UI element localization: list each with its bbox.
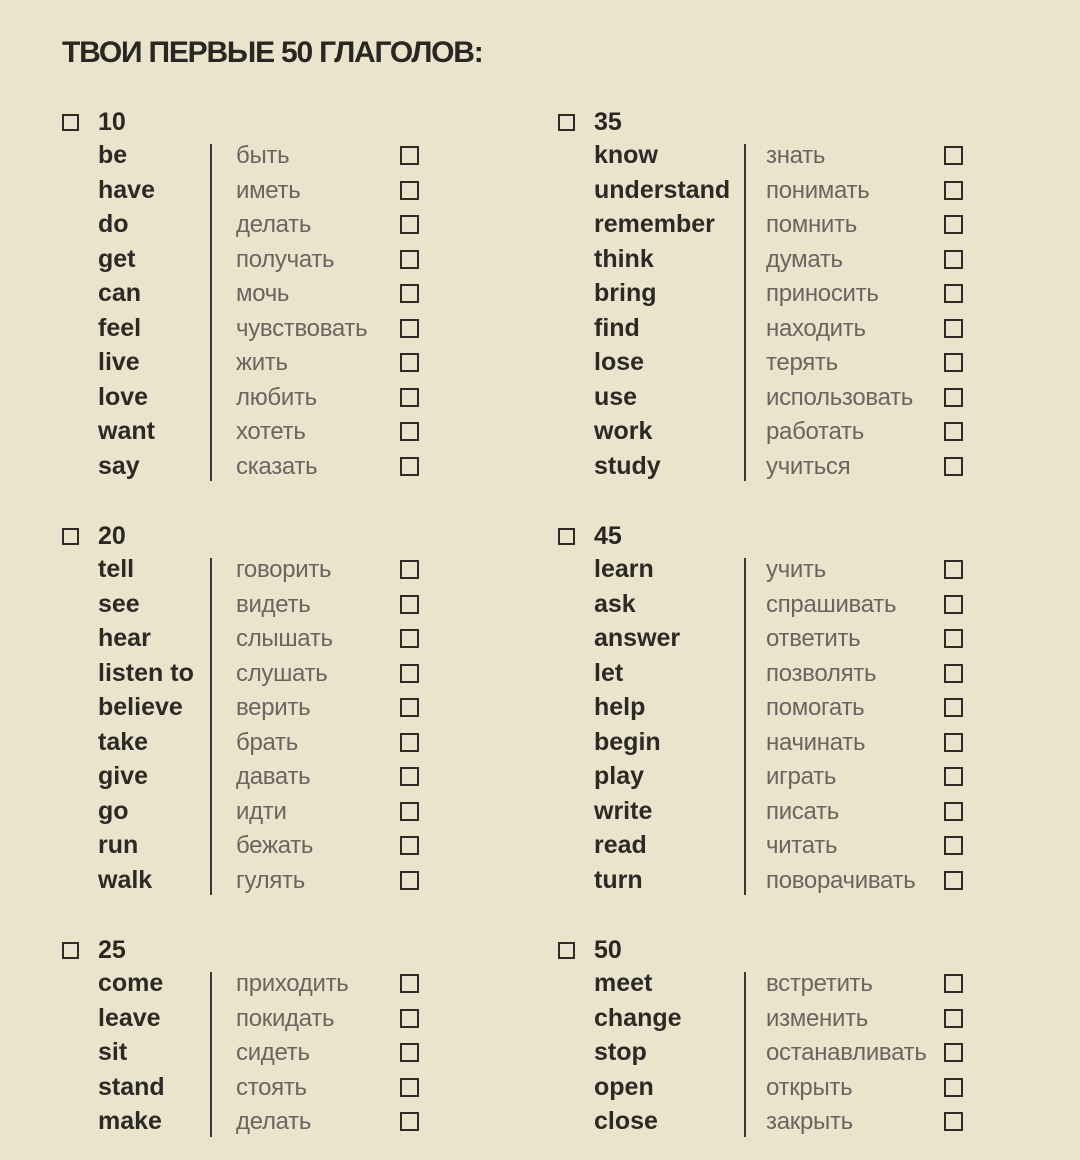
russian-translation: хотеть [236,418,306,445]
page-title: ТВОИ ПЕРВЫЕ 50 ГЛАГОЛОВ: [62,36,483,69]
english-verb: tell [98,555,135,583]
verb-checkbox[interactable] [944,1112,963,1131]
english-verb: play [594,762,645,790]
russian-translation: помогать [766,694,865,721]
russian-translation: быть [236,142,290,169]
verb-checkbox[interactable] [944,560,963,579]
group-label: 25 [98,936,126,964]
verb-checkbox[interactable] [944,181,963,200]
english-verb: lose [594,348,645,376]
verb-checkbox[interactable] [400,767,419,786]
english-verb: stand [98,1072,165,1101]
english-verb: open [594,1072,654,1101]
english-verb: understand [594,175,731,204]
english-verb: sit [98,1038,128,1066]
group-label: 10 [98,108,126,136]
verb-checkbox[interactable] [400,629,419,648]
column-divider [744,972,746,1137]
russian-translation: видеть [236,590,311,618]
verb-checkbox[interactable] [944,871,963,890]
verb-checkbox[interactable] [400,250,419,269]
russian-translation: покидать [236,1004,335,1032]
russian-translation: делать [236,211,312,238]
verb-checkbox[interactable] [400,388,419,407]
verb-checkbox[interactable] [944,284,963,303]
russian-translation: помнить [766,211,857,238]
verb-checkbox[interactable] [944,146,963,165]
english-verb: live [98,348,140,376]
verb-checkbox[interactable] [400,595,419,614]
russian-translation: стоять [236,1073,307,1101]
english-verb: work [594,417,653,445]
english-verb: be [98,141,128,169]
verb-checkbox[interactable] [944,457,963,476]
verb-checkbox[interactable] [944,629,963,648]
english-verb: begin [594,727,661,756]
english-verb: go [98,796,129,825]
english-verb: stop [594,1038,647,1066]
english-verb: come [98,969,164,997]
russian-translation: учиться [766,452,851,480]
russian-translation: спрашивать [766,590,897,618]
verb-checkbox[interactable] [400,974,419,993]
column-divider [210,558,212,895]
verb-checkbox[interactable] [944,733,963,752]
russian-translation: встретить [766,970,873,997]
group-checkbox[interactable] [62,942,79,959]
english-verb: find [594,313,640,342]
russian-translation: понимать [766,176,870,204]
russian-translation: верить [236,694,311,721]
verb-checkbox[interactable] [400,802,419,821]
english-verb: study [594,451,661,480]
english-verb: believe [98,693,183,721]
russian-translation: сказать [236,452,318,480]
russian-translation: использовать [766,383,914,411]
verb-checkbox[interactable] [944,1078,963,1097]
russian-translation: ответить [766,625,861,652]
english-verb: give [98,762,149,790]
verb-checkbox[interactable] [944,836,963,855]
english-verb: know [594,141,658,169]
russian-translation: писать [766,797,839,825]
russian-translation: гулять [236,866,305,894]
russian-translation: давать [236,763,311,790]
english-verb: think [594,244,654,273]
verb-checkbox[interactable] [944,1009,963,1028]
verb-checkbox[interactable] [944,595,963,614]
verb-checkbox[interactable] [944,388,963,407]
group-checkbox[interactable] [558,528,575,545]
verb-checkbox[interactable] [400,181,419,200]
russian-translation: учить [766,556,826,583]
verb-checkbox[interactable] [944,1043,963,1062]
russian-translation: позволять [766,659,877,687]
russian-translation: терять [766,349,838,376]
verb-checkbox[interactable] [400,733,419,752]
russian-translation: слушать [236,659,328,687]
english-verb: can [98,279,142,307]
russian-translation: жить [236,349,288,376]
group-label: 50 [594,936,622,964]
russian-translation: приходить [236,970,349,997]
verb-checkbox[interactable] [400,664,419,683]
russian-translation: приносить [766,280,879,307]
english-verb: ask [594,589,636,618]
english-verb: listen to [98,658,194,687]
verb-checkbox[interactable] [944,767,963,786]
verb-checkbox[interactable] [944,974,963,993]
russian-translation: делать [236,1108,312,1135]
english-verb: hear [98,624,151,652]
russian-translation: изменить [766,1004,869,1032]
russian-translation: находить [766,314,866,342]
group-label: 35 [594,108,622,136]
verb-checkbox[interactable] [400,1043,419,1062]
english-verb: let [594,658,624,687]
english-verb: remember [594,210,715,238]
group-checkbox[interactable] [62,528,79,545]
english-verb: use [594,382,638,411]
english-verb: bring [594,279,657,307]
english-verb: help [594,693,646,721]
group-label: 20 [98,522,126,550]
verb-checkbox[interactable] [400,215,419,234]
verb-checkbox[interactable] [944,664,963,683]
english-verb: want [98,417,155,445]
verb-checkbox[interactable] [400,836,419,855]
group-label: 45 [594,522,622,550]
russian-translation: иметь [236,176,301,204]
column-divider [744,144,746,481]
english-verb: say [98,451,140,480]
english-verb: feel [98,313,142,342]
verb-checkbox[interactable] [400,353,419,372]
english-verb: do [98,210,129,238]
english-verb: love [98,382,149,411]
english-verb: read [594,831,647,859]
english-verb: run [98,831,139,859]
english-verb: meet [594,969,653,997]
verb-checkbox[interactable] [944,319,963,338]
russian-translation: сидеть [236,1039,310,1066]
english-verb: turn [594,865,643,894]
verb-checkbox[interactable] [400,284,419,303]
english-verb: write [594,796,653,825]
verb-checkbox[interactable] [944,353,963,372]
english-verb: walk [98,865,153,894]
english-verb: make [98,1107,162,1135]
english-verb: take [98,727,149,756]
russian-translation: идти [236,797,287,825]
english-verb: answer [594,624,681,652]
russian-translation: останавливать [766,1039,927,1066]
verb-checkbox[interactable] [944,698,963,717]
verb-checkbox[interactable] [944,250,963,269]
column-divider [744,558,746,895]
russian-translation: бежать [236,832,314,859]
verb-checkbox[interactable] [944,802,963,821]
russian-translation: думать [766,245,843,273]
group-checkbox[interactable] [62,114,79,131]
verb-checkbox[interactable] [400,560,419,579]
verb-checkbox[interactable] [400,871,419,890]
verb-checkbox[interactable] [400,422,419,441]
russian-translation: чувствовать [236,314,368,342]
verb-checkbox[interactable] [400,698,419,717]
russian-translation: слышать [236,625,333,652]
verb-checkbox[interactable] [400,1078,419,1097]
verb-checkbox[interactable] [400,146,419,165]
english-verb: get [98,244,136,273]
russian-translation: мочь [236,280,290,307]
english-verb: see [98,589,140,618]
verb-checkbox[interactable] [944,215,963,234]
russian-translation: получать [236,245,335,273]
english-verb: change [594,1003,682,1032]
verb-checkbox[interactable] [400,1009,419,1028]
russian-translation: знать [766,142,826,169]
column-divider [210,972,212,1137]
english-verb: have [98,175,155,204]
verb-checkbox[interactable] [400,319,419,338]
russian-translation: читать [766,832,838,859]
russian-translation: поворачивать [766,866,916,894]
english-verb: close [594,1107,658,1135]
russian-translation: брать [236,728,298,756]
verb-checkbox[interactable] [400,1112,419,1131]
russian-translation: начинать [766,728,866,756]
group-checkbox[interactable] [558,942,575,959]
russian-translation: открыть [766,1073,853,1101]
russian-translation: играть [766,763,837,790]
english-verb: learn [594,555,654,583]
group-checkbox[interactable] [558,114,575,131]
verb-checkbox[interactable] [400,457,419,476]
english-verb: leave [98,1003,161,1032]
russian-translation: закрыть [766,1108,853,1135]
russian-translation: работать [766,418,864,445]
russian-translation: говорить [236,556,332,583]
column-divider [210,144,212,481]
verb-checkbox[interactable] [944,422,963,441]
russian-translation: любить [236,383,317,411]
